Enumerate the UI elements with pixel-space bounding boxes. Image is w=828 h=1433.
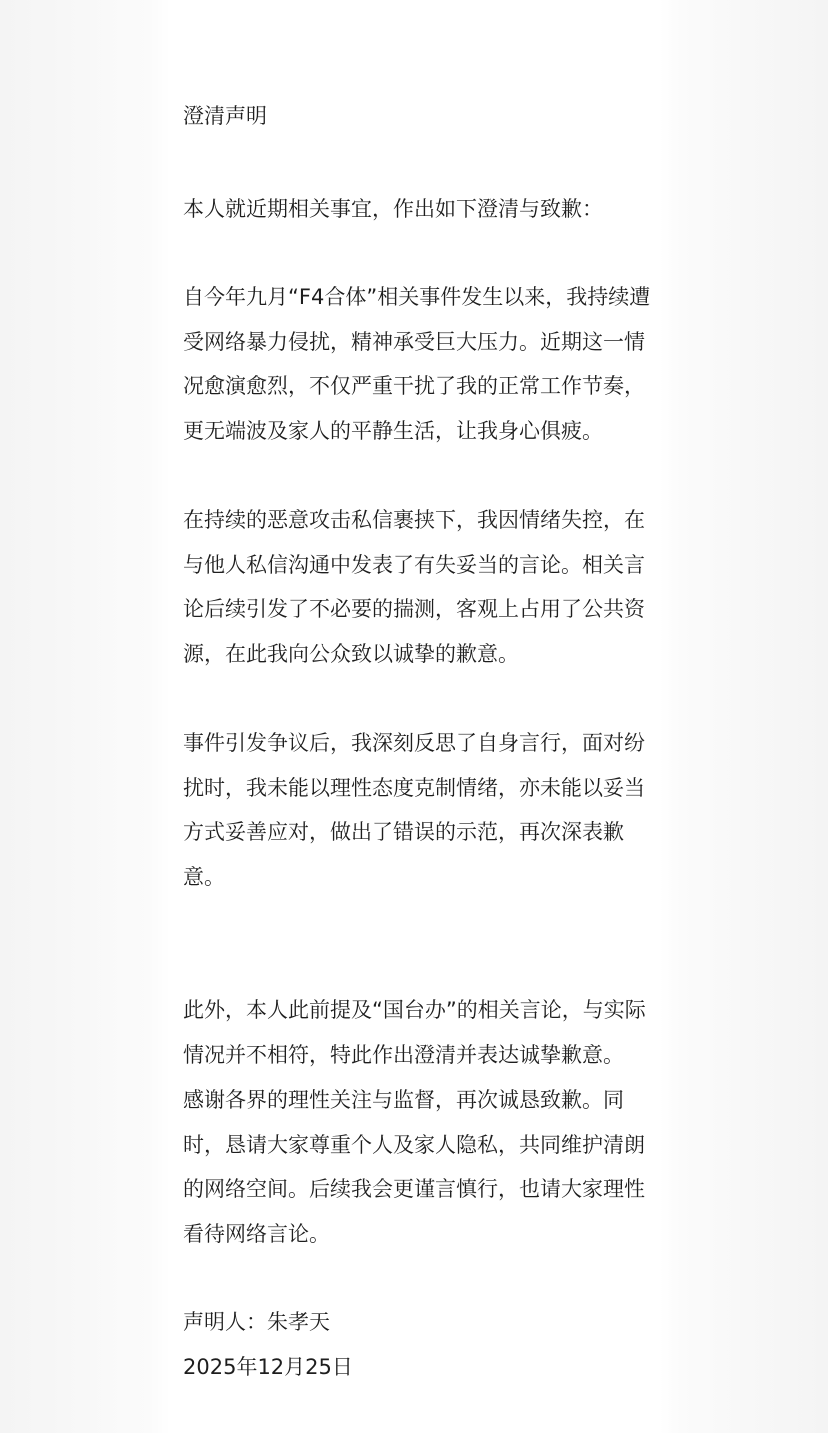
- text-line: 意。: [183, 864, 225, 889]
- signature-block: [183, 1300, 663, 1389]
- text-line: 看待网络言论。: [183, 1221, 330, 1246]
- text-line: 更无端波及家人的平静生活，让我身心俱疲。: [183, 418, 603, 443]
- text-line: 本人就近期相关事宜，作出如下澄清与致歉：: [183, 197, 603, 221]
- text-line: 扰时，我未能以理性态度克制情绪，亦未能以妥当: [183, 775, 645, 800]
- paragraph-reflection: [183, 721, 663, 899]
- text-line: 事件引发争议后，我深刻反思了自身言行，面对纷: [183, 731, 645, 755]
- declarant-name: 声明人：朱孝天: [183, 1310, 330, 1334]
- text-line: 感谢各界的理性关注与监督，再次诚恳致歉。同: [183, 1088, 624, 1112]
- text-line: 的网络空间。后续我会更谨言慎行，也请大家理性: [183, 1177, 645, 1201]
- text-line: 在持续的恶意攻击私信裹挟下，我因情绪失控，在: [183, 508, 645, 532]
- text-line: 情况并不相符，特此作出澄清并表达诚挚歉意。: [183, 1042, 624, 1067]
- text-line: 受网络暴力侵扰，精神承受巨大压力。近期这一情: [183, 329, 645, 354]
- text-line: 与他人私信沟通中发表了有失妥当的言论。相关言: [183, 552, 645, 577]
- text-line: 论后续引发了不必要的揣测，客观上占用了公共资: [183, 597, 645, 621]
- paragraph-clarification: [183, 988, 663, 1077]
- text-line: 此外，本人此前提及“国台办”的相关言论，与实际: [183, 998, 646, 1022]
- paragraph-cyberbullying: [183, 275, 663, 453]
- statement-title: 澄清声明: [183, 104, 267, 128]
- intro-paragraph: [183, 187, 663, 232]
- text-line: 方式妥善应对，做出了错误的示范，再次深表歉: [183, 820, 624, 844]
- paragraph-apology-remarks: [183, 498, 663, 676]
- paragraph-thanks: [183, 1078, 663, 1256]
- text-line: 时，恳请大家尊重个人及家人隐私，共同维护清朗: [183, 1132, 645, 1157]
- statement-date: 2025年12月25日: [183, 1354, 353, 1379]
- text-line: 况愈演愈烈，不仅严重干扰了我的正常工作节奏，: [183, 374, 645, 398]
- text-line: 自今年九月“F4合体”相关事件发生以来，我持续遭: [183, 285, 651, 309]
- text-line: 源，在此我向公众致以诚挚的歉意。: [183, 641, 519, 666]
